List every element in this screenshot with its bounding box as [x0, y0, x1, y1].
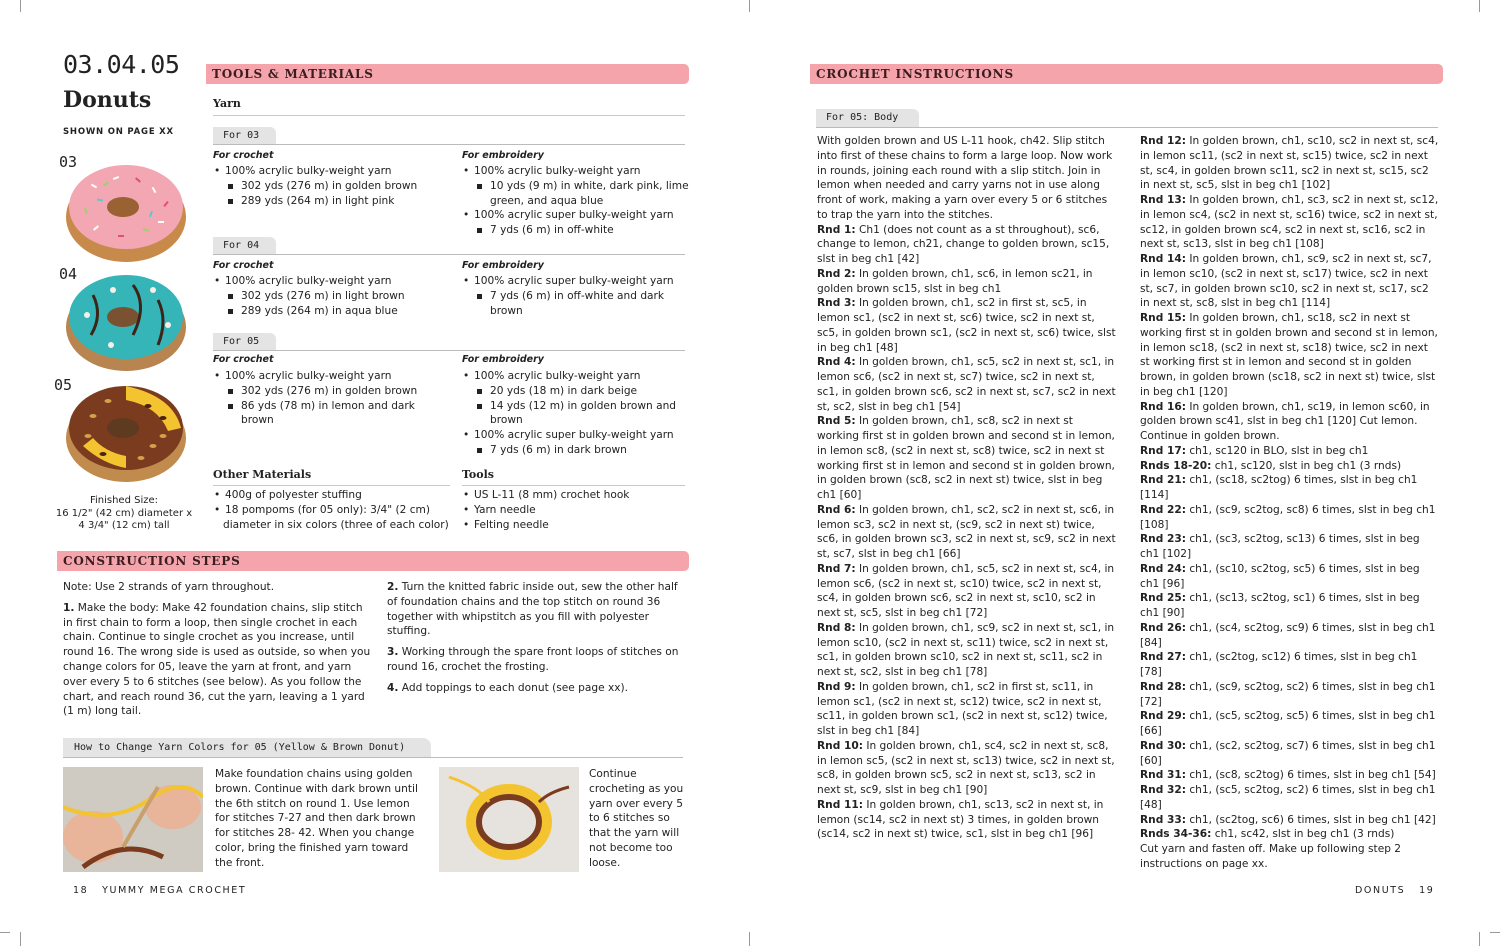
round-text: ch1, (sc5, sc2tog, sc5) 6 times, slst in beg ch1 [66] [1140, 710, 1436, 737]
round-label: Rnds 34-36: [1140, 828, 1212, 841]
embroidery-list-03: • 100% acrylic bulky-weight yarn 10 yds (9 m) in white, dark pink, lime green, and aqua blue • 100% acrylic super bulky-weight yarn 7 yds (6 m) in off-white [462, 164, 692, 238]
round-label: Rnd 9: [817, 680, 856, 693]
crop-mark [1479, 0, 1480, 12]
round-label: Rnd 21: [1140, 474, 1186, 487]
other-materials-heading: Other Materials [213, 468, 312, 481]
page-number-right: 19 [1419, 885, 1435, 896]
tools-list: • US L-11 (8 mm) crochet hook • Yarn needle • Felting needle [462, 488, 692, 532]
round-label: Rnd 2: [817, 267, 856, 280]
round-instruction [1140, 827, 1440, 842]
round-text: ch1, (sc5, sc2tog, sc2) 6 times, slst in beg ch1 [48] [1140, 784, 1436, 811]
right-footer [1355, 884, 1434, 899]
round-instruction [1140, 650, 1440, 680]
round-text: In golden brown, ch1, sc4, sc2 in next st, sc8, in lemon sc5, (sc2 in next st, sc13) twice, sc2 in next st, sc8, in golden brown sc5, sc2 in next st, sc13, sc2 in next st, sc9, slst in beg ch1 [90] [817, 739, 1115, 796]
page-title: Donuts [63, 87, 152, 113]
round-instruction [1140, 444, 1440, 459]
construction-left-column: Note: Use 2 strands of yarn throughout. 1. Make the body: Make 42 foundation chains, slip stitch in first chain to form a loop, then single crochet in each chain. Continue to single crochet as you increase, until round 16. The wrong side is used as outside, so when you change colors for 05, leave the yarn at front, and yarn over every 5 to 6 stitches (see below). As you follow the chart, and reach round 36, cut the yarn, leaving a 1 yard (1 m) long tail. [63, 581, 371, 718]
divider [63, 757, 683, 758]
donut-04-image [63, 265, 188, 375]
instructions-closing: Cut yarn and fasten off. Make up following step 2 instructions on page xx. [1140, 843, 1402, 870]
yarn-heading: Yarn [213, 97, 241, 110]
round-label: Rnd 26: [1140, 621, 1186, 634]
round-label: Rnd 32: [1140, 784, 1186, 796]
for-crochet-label: For crochet [213, 354, 274, 365]
shown-on-label: SHOWN ON PAGE XX [63, 127, 174, 137]
round-instruction [1140, 532, 1440, 562]
divider [213, 254, 685, 255]
round-instruction [1140, 459, 1440, 474]
divider [213, 485, 450, 486]
round-text: In golden brown, ch1, sc2 in first st, sc5, in lemon sc1, (sc2 in next st, sc6) twice, sc2 in next st, sc5, in golden brown sc1, (sc2 in next st, sc6) twice, slst in beg ch1 [48] [817, 297, 1116, 354]
construction-right-column: 2. Turn the knitted fabric inside out, sew the other half of foundation chains and the top stitch on round 36 together with whipstitch as you fill with polyester stuffing. 3. Working through the spare front loops of stitches on round 16, crochet the frosting. 4. Add toppings to each donut (see page xx). [387, 581, 679, 694]
round-text: ch1, sc120 in BLO, slst in beg ch1 [1189, 444, 1369, 457]
tools-materials-heading: TOOLS & MATERIALS [206, 64, 689, 84]
round-label: Rnd 14: [1140, 253, 1186, 265]
round-text: ch1, (sc9, sc2tog, sc2) 6 times, slst in beg ch1 [72] [1140, 680, 1436, 708]
crop-mark [20, 932, 21, 946]
round-label: Rnd 4: [817, 356, 856, 369]
instructions-column-left [817, 134, 1117, 842]
round-instruction [817, 296, 1117, 355]
round-text: ch1, sc42, slst in beg ch1 (3 rnds) [1214, 828, 1395, 841]
round-text: In golden brown, ch1, sc5, sc2 in next st, sc4, in lemon sc6, (sc2 in next st, sc10) twice, sc2 in next st, sc4, in golden brown sc6, sc2 in next st, sc10, sc2 in next st, sc5, slst in beg ch1 [72] [817, 562, 1115, 619]
round-instruction [817, 680, 1117, 739]
round-text: In golden brown, ch1, sc13, sc2 in next st, in lemon (sc14, sc2 in next st) 3 times, in golden brown (sc14, sc2 in next st) twice, sc1, slst in beg ch1 [96] [817, 798, 1104, 841]
finished-size: Finished Size: 16 1/2" (42 cm) diameter x 4 3/4" (12 cm) tall [55, 495, 193, 531]
round-text: In golden brown, ch1, sc9, sc2 in next st, sc7, in lemon sc10, (sc2 in next st, sc17) twice, sc2 in next st, sc7, in golden brown sc10, sc2 in next st, sc17, sc2 in next st, sc8, slst in beg ch1 [114] [1140, 253, 1432, 310]
round-instruction [1140, 503, 1440, 533]
crochet-list-05: • 100% acrylic bulky-weight yarn 302 yds (276 m) in golden brown 86 yds (78 m) in lemon and dark brown [213, 369, 453, 428]
round-text: In golden brown, ch1, sc2, sc2 in next st, sc6, in lemon sc3, sc2 in next st, (sc9, sc2 in next st) twice, sc6, in golden brown sc3, sc2 in next st, sc9, sc2 in next st, sc7, slst in beg ch1 [66] [817, 503, 1116, 560]
crochet-list-04: • 100% acrylic bulky-weight yarn 302 yds (276 m) in light brown 289 yds (264 m) in aqua blue [213, 274, 453, 318]
round-label: Rnd 16: [1140, 400, 1186, 413]
round-label: Rnd 13: [1140, 194, 1186, 206]
divider [462, 485, 685, 486]
round-label: Rnds 18-20: [1140, 459, 1212, 472]
round-text: ch1, (sc10, sc2tog, sc5) 6 times, slst in beg ch1 [96] [1140, 562, 1420, 590]
chapter-number: 03.04.05 [63, 50, 180, 79]
round-label: Rnd 22: [1140, 503, 1186, 516]
round-text: In golden brown, ch1, sc9, sc2 in next st, sc1, in lemon sc10, (sc2 in next st, sc11) twice, sc2 in next st, sc1, in golden brown sc10, sc2 in next st, sc11, sc2 in next st, sc2, slst in beg ch1 [78] [817, 621, 1115, 678]
round-label: Rnd 33: [1140, 813, 1186, 826]
round-text: ch1, (sc9, sc2tog, sc8) 6 times, slst in beg ch1 [108] [1140, 503, 1436, 531]
round-text: ch1, (sc4, sc2tog, sc9) 6 times, slst in beg ch1 [84] [1140, 621, 1436, 649]
round-label: Rnd 3: [817, 297, 856, 310]
round-label: Rnd 1: [817, 223, 856, 236]
round-text: In golden brown, ch1, sc3, sc2 in next st, sc12, in lemon sc4, (sc2 in next st, sc16) twice, sc2 in next st, sc12, in golden brown sc4, sc2 in next st, sc16, sc2 in next st, sc13, slst in beg ch1 [108] [1140, 194, 1439, 251]
round-text: ch1, (sc2tog, sc6) 6 times, slst in beg ch1 [42] [1189, 813, 1436, 826]
crop-mark [0, 932, 10, 933]
round-label: Rnd 15: [1140, 312, 1186, 324]
divider [213, 115, 685, 116]
crop-mark [20, 0, 21, 12]
tab-for-04: For 04 [213, 237, 276, 254]
round-label: Rnd 29: [1140, 710, 1186, 723]
round-label: Rnd 8: [817, 621, 856, 634]
round-instruction [817, 355, 1117, 414]
round-text: ch1, (sc2tog, sc12) 6 times, slst in beg ch1 [78] [1140, 651, 1418, 678]
round-text: In golden brown, ch1, sc19, in lemon sc60, in golden brown sc41, slst in beg ch1 [120] Cut lemon. Continue in golden brown. [1140, 400, 1430, 442]
for-embroidery-label: For embroidery [462, 260, 545, 271]
donut-label-03: 03 [59, 153, 78, 171]
crop-mark [749, 932, 750, 946]
chapter-footer: DONUTS [1355, 885, 1406, 896]
crop-mark [1479, 932, 1480, 946]
round-text: ch1, sc120, slst in beg ch1 (3 rnds) [1214, 459, 1402, 472]
round-label: Rnd 23: [1140, 533, 1186, 546]
round-text: In golden brown, ch1, sc6, in lemon sc21, in golden brown sc15, slst in beg ch1 [817, 267, 1093, 295]
round-label: Rnd 11: [817, 798, 863, 811]
round-instruction [817, 414, 1117, 503]
round-instruction [1140, 709, 1440, 739]
for-crochet-label: For crochet [213, 260, 274, 271]
round-label: Rnd 6: [817, 503, 856, 516]
round-text: ch1, (sc8, sc2tog) 6 times, slst in beg ch1 [54] [1189, 769, 1436, 782]
tools-heading: Tools [462, 468, 494, 481]
yarn-change-text-2: Continue crocheting as you yarn over every 5 to 6 stitches so that the yarn will not become too loose. [589, 768, 684, 869]
crop-mark [749, 0, 750, 12]
round-label: Rnd 31: [1140, 769, 1186, 782]
round-instruction [1140, 783, 1440, 813]
round-text: In golden brown, ch1, sc2 in first st, sc11, in lemon sc1, (sc2 in next st, sc12) twice, sc2 in next st, sc11, in golden brown sc1, (sc2 in next st, sc12) twice, slst in beg ch1 [84] [817, 680, 1108, 737]
round-label: Rnd 30: [1140, 739, 1186, 752]
round-text: ch1, (sc13, sc2tog, sc1) 6 times, slst in beg ch1 [90] [1140, 592, 1420, 619]
embroidery-list-05: • 100% acrylic bulky-weight yarn 20 yds (18 m) in dark beige 14 yds (12 m) in golden brown and brown • 100% acrylic super bulky-weight yarn 7 yds (6 m) in dark brown [462, 369, 692, 458]
divider [213, 144, 685, 145]
round-instruction [1140, 591, 1440, 621]
other-materials-list: • 400g of polyester stuffing • 18 pompoms (for 05 only): 3/4" (2 cm) diameter in six colors (three of each color) [213, 488, 458, 532]
yarn-change-text-1: Make foundation chains using golden brown. Continue with dark brown until the 6th stitch on round 1. Use lemon for stitches 7-27 and then dark brown for stitches 28- 42. When you change color, bring the finished yarn toward the front. [215, 768, 418, 869]
donut-05-image [63, 376, 188, 486]
round-label: Rnd 17: [1140, 444, 1186, 457]
round-text: In golden brown, ch1, sc18, sc2 in next st working first st in golden brown and second st in lemon, in lemon sc18, (sc2 in next st, sc18) twice, sc2 in next st working first st in lemon and second st in golden brown, in golden brown (sc18, sc2 in next st) twice, slst in beg ch1 [120] [1140, 312, 1438, 398]
left-footer [73, 884, 246, 899]
round-text: ch1, (sc2, sc2tog, sc7) 6 times, slst in beg ch1 [60] [1140, 739, 1436, 767]
round-instruction [817, 739, 1117, 798]
round-text: ch1, (sc3, sc2tog, sc13) 6 times, slst in beg ch1 [102] [1140, 533, 1420, 560]
book-title-footer: YUMMY MEGA CROCHET [102, 885, 247, 896]
round-instruction [817, 562, 1117, 621]
round-label: Rnd 28: [1140, 680, 1186, 693]
round-instruction [1140, 562, 1440, 592]
round-instruction [817, 798, 1117, 842]
round-label: Rnd 10: [817, 739, 863, 752]
round-instruction [1140, 473, 1440, 503]
round-instruction [1140, 768, 1440, 783]
round-label: Rnd 25: [1140, 592, 1186, 605]
for-embroidery-label: For embroidery [462, 150, 545, 161]
round-instruction [817, 621, 1117, 680]
round-instruction [1140, 252, 1440, 311]
round-text: ch1, (sc18, sc2tog) 6 times, slst in beg ch1 [114] [1140, 474, 1418, 501]
tab-for-03: For 03 [213, 127, 276, 144]
round-instruction [817, 267, 1117, 297]
round-text: In golden brown, ch1, sc10, sc2 in next st, sc4, in lemon sc11, (sc2 in next st, sc15) twice, sc2 in next st, sc4, in golden brown sc11, sc2 in next st, sc15, sc2 in next st, sc5, slst in beg ch1 [102] [1140, 135, 1439, 192]
donut-03-image [63, 155, 188, 265]
round-instruction [1140, 134, 1440, 193]
round-label: Rnd 5: [817, 415, 856, 428]
for-crochet-label: For crochet [213, 150, 274, 161]
round-label: Rnd 27: [1140, 651, 1186, 664]
instructions-intro: With golden brown and US L-11 hook, ch42. Slip stitch into first of these chains to form a large loop. Now work in rounds, joining each round with a slip stitch. Join in lemon when needed and carry yarns not in use along front of work, making a yarn over every 5 or 6 stitches to trap the yarn into the stitches. [817, 135, 1113, 221]
yarn-photo-hands [63, 767, 203, 872]
round-label: Rnd 7: [817, 562, 856, 575]
round-text: Ch1 (does not count as a st throughout), sc6, change to lemon, ch21, change to golden brown, sc15, slst in beg ch1 [42] [817, 223, 1110, 265]
round-text: In golden brown, ch1, sc5, sc2 in next st, sc1, in lemon sc6, (sc2 in next st, sc7) twice, sc2 in next st, sc1, in golden brown sc6, sc2 in next st, sc7, sc2 in next st, sc2, slst in beg ch1 [54] [817, 356, 1116, 413]
embroidery-list-04: • 100% acrylic super bulky-weight yarn 7 yds (6 m) in off-white and dark brown [462, 274, 692, 318]
yarn-change-tab: How to Change Yarn Colors for 05 (Yellow & Brown Donut) [63, 738, 431, 757]
divider [816, 127, 1438, 128]
crop-mark [1490, 932, 1500, 933]
round-instruction [1140, 813, 1440, 828]
round-instruction [1140, 311, 1440, 400]
divider [213, 350, 685, 351]
for-embroidery-label: For embroidery [462, 354, 545, 365]
round-instruction [1140, 621, 1440, 651]
round-label: Rnd 24: [1140, 562, 1186, 575]
round-instruction [1140, 193, 1440, 252]
round-instruction [817, 503, 1117, 562]
hands-yarn-illustration [63, 767, 203, 872]
crochet-instructions-heading: CROCHET INSTRUCTIONS [810, 64, 1443, 84]
instructions-column-right [1140, 134, 1440, 872]
round-instruction [1140, 680, 1440, 710]
tab-for-05: For 05 [213, 333, 276, 350]
round-instruction [1140, 400, 1440, 444]
construction-steps-heading: CONSTRUCTION STEPS [57, 551, 689, 571]
page-number-left: 18 [73, 885, 89, 896]
yarn-ring-illustration [439, 767, 579, 872]
yarn-photo-ring [439, 767, 579, 872]
donut-label-04: 04 [59, 265, 78, 283]
tab-for-05-body: For 05: Body [816, 109, 919, 127]
round-instruction [1140, 739, 1440, 769]
round-text: In golden brown, ch1, sc8, sc2 in next st working first st in golden brown and second st in lemon, in lemon sc8, (sc2 in next st, sc8) twice, sc2 in next st working first st in lemon and second st in golden brown, in golden brown (sc8, sc2 in next st) twice, slst in beg ch1 [60] [817, 415, 1115, 501]
round-label: Rnd 12: [1140, 135, 1186, 147]
donut-label-05: 05 [54, 376, 73, 394]
round-instruction [817, 223, 1117, 267]
crochet-list-03: • 100% acrylic bulky-weight yarn 302 yds (276 m) in golden brown 289 yds (264 m) in light pink [213, 164, 453, 208]
